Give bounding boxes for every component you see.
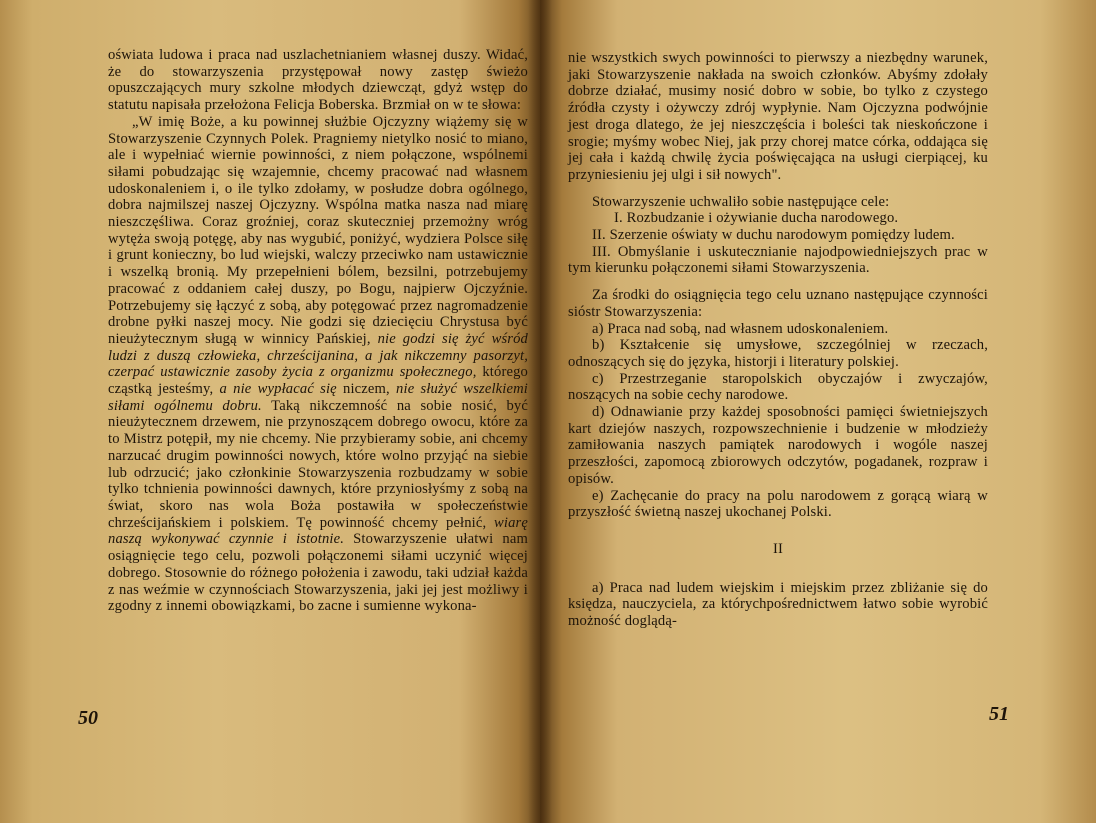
right-page: [540, 0, 1096, 823]
means-item: b) Kształcenie się umysłowe, szczególniej w rzeczach, odnoszących się do języka, historji i literatury polskiej.: [568, 337, 988, 370]
right-continuation-paragraph: nie wszystkich swych powinności to pierwszy a niezbędny warunek, jaki Stowarzyszenie nakłada na swoich członków. Abyśmy zdołały dobrze działać, musimy nosić dobro w sobie, bo tylko z czystego źródła czysty i ożywczy zdrój wypłynie. Nam Ojczyzna podwójnie jest droga dlatego, że jej nieszczęścia i boleści tak nieskończone i srogie; myśmy wobec Niej, jak przy chorej matce córka, oddająca się jej cała i każdą chwilę życia poświęcająca na usługi cierpiącej, ku przyniesieniu jej ulgi i sił nowych".: [568, 50, 988, 183]
means-item: c) Przestrzeganie staropolskich obyczajów i zwyczajów, noszących na sobie cechy narodowe.: [568, 370, 988, 404]
goal-item: II. Szerzenie oświaty w duchu narodowym pomiędzy ludem.: [592, 227, 955, 244]
left-page: [0, 0, 540, 823]
text-run: którego cząstką jesteśmy,: [108, 364, 528, 398]
text-run: Taką nikczemność na sobie nosić, być nieużytecznem drzewem, nie przynoszącem dobrego owocu, które za to Mistrz potępił, my nie chcemy. Nie przybieramy sobie, ani chcemy narzucać drugim powinności nowych, które wolno przyjąć na siebie lub odrzucić; jako członkinie Stowarzyszenia rozbudzamy w sobie tylko tchnienia powinności dawnych, które przyniosłyśmy z sobą na świat, skoro nas wola Boża postawiła w społeczeństwie chrześcijańskiem i polskiem. Tę powinność chcemy pełnić,: [108, 397, 528, 531]
italic-text: nie służyć wszelkiemi siłami ogólnemu dobru.: [108, 381, 529, 414]
goals-intro: Stowarzyszenie uchwaliło sobie następujące cele:: [592, 193, 890, 210]
left-paragraph: [108, 114, 528, 615]
right-page-number: 51: [989, 703, 1009, 725]
left-paragraph: [108, 47, 528, 114]
means-item: a) Praca nad sobą, nad własnem udoskonaleniem.: [592, 320, 889, 337]
right-page-text: [568, 50, 988, 630]
section-paragraph: a) Praca nad ludem wiejskim i miejskim przez zbliżanie się do księdza, nauczyciela, za którychpośrednictwem łatwo sobie wyrobić możność doglądą-: [568, 579, 988, 630]
means-intro: Za środki do osiągnięcia tego celu uznano następujące czynności sióstr Stowarzyszenia:: [568, 287, 988, 320]
goal-item: I. Rozbudzanie i ożywianie ducha narodowego.: [614, 210, 899, 227]
goal-item: III. Obmyślanie i uskutecznianie najodpowiedniejszych prac w tym kierunku połączonemi siłami Stowarzyszenia.: [568, 243, 988, 277]
text-run: Stowarzyszenie ułatwi nam osiągnięcie tego celu, pozwoli połączonemi siłami uczynić więcej dobrego. Stosownie do różnego położenia i zawodu, taki udział każda z nas weźmie w czynnościach Stowarzyszenia, jaki jej jest możliwy i zgodny z innemi obowiązkami, bo zacne i sumienne wykona-: [108, 531, 529, 615]
means-item: d) Odnawianie przy każdej sposobności pamięci świetniejszych kart dziejów naszych, rozpowszechnienie i budzenie w młodzieży zamiłowania naszych pamiątek narodowych i wogóle naszej przeszłości, zapomocą zbiorowych odczytów, pogadanek, rozpraw i opisów.: [568, 404, 988, 487]
book-gutter: [528, 0, 552, 823]
left-page-text: [108, 47, 528, 615]
left-page-number: 50: [78, 707, 98, 729]
text-run: „W imię Boże, a ku powinnej służbie Ojczyzny wiążemy się w Stowarzyszenie Czynnych Polek. Pragniemy nietylko nosić to miano, ale i wypełniać wiernie powinności, z niem połączone, wspólnemi siłami pobudzając się wzajemnie, chcemy pracować nad własnem udoskonaleniem i, o ile tylko zdołamy, w posłudze dobra ogólnego, dobra najmilszej naszej Ojczyzny. Wspólna matka nasza nad miarę nieszczęśliwa. Coraz groźniej, coraz skuteczniej przemożny wróg wytęża swoją potęgę, aby nas wygubić, poniżyć, wydziera Polsce siłę i grunt konieczny, bo lud wiejski, walczy przeciwko nam ustawicznie i wszelką bronią. My przepełnieni bólem, bezsilni, potrzebujemy pracować z oddaniem całej duszy, po Bogu, najpierw Ojczyźnie. Potrzebujemy się łączyć z sobą, aby potęgować przez nagromadzenie drobne pyłki naszej mocy. Nie godzi się dziecięciu Chrystusa być nieużytecznym sługą w winnicy Pańskiej,: [108, 113, 528, 347]
text-run: oświata ludowa i praca nad uszlachetnianiem własnej duszy. Widać, że do stowarzyszenia przystępował nowy zastęp świeżo opuszczających mury szkolne młodych dziewcząt, gdyż wstęp do statutu napisała przełożona Felicja Boberska. Brzmiał on w te słowa:: [108, 47, 528, 114]
means-item: e) Zachęcanie do pracy na polu narodowem z gorącą wiarą w przyszłość świetną naszej ukochanej Polski.: [568, 487, 988, 521]
section-heading: II: [772, 540, 784, 557]
text-run: niczem,: [336, 381, 397, 398]
italic-text: wiarę naszą wykonywać czynnie i istotnie.: [108, 514, 528, 548]
italic-text: nie godzi się żyć wśród ludzi z duszą człowieka, chrześcijanina, a jak nikczemny pasorzyt, czerpać ustawicznie zasoby życia z organizmu społecznego,: [108, 330, 529, 381]
italic-text: a nie wypłacać się: [219, 381, 337, 398]
